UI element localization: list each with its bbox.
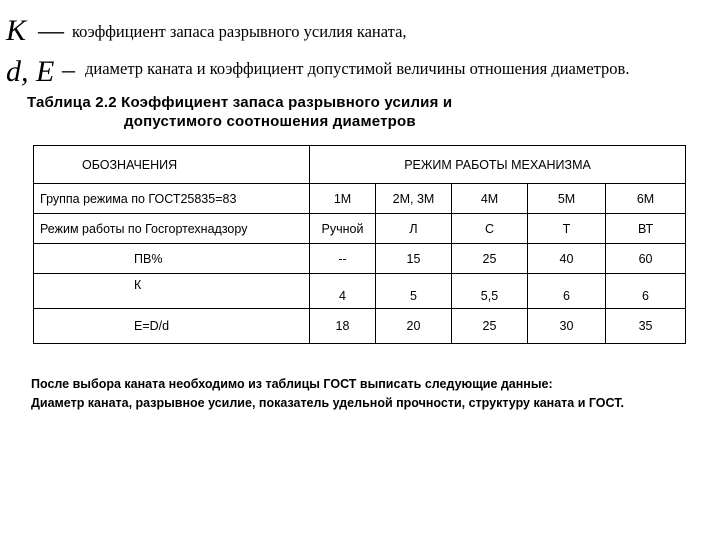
table-row	[34, 274, 686, 309]
row-label: ПВ%	[34, 244, 310, 274]
footer-line2: Диаметр каната, разрывное усилие, показатель удельной прочности, структуру каната и ГОСТ.	[31, 396, 624, 410]
table-row	[34, 184, 686, 214]
table-row	[34, 309, 686, 344]
table-cell: 4М	[452, 184, 528, 214]
table-cell: 60	[606, 244, 686, 274]
table-cell: 6	[528, 274, 606, 309]
row-label: E=D/d	[34, 309, 310, 344]
table-cell: 30	[528, 309, 606, 344]
footer-line1: После выбора каната необходимо из таблицы ГОСТ выписать следующие данные:	[31, 377, 553, 391]
de-definition: диаметр каната и коэффициент допустимой величины отношения диаметров.	[85, 59, 630, 78]
coefficient-table	[33, 145, 686, 344]
table-cell: 6	[606, 274, 686, 309]
de-dash: –	[62, 55, 75, 84]
table-title-line2: допустимого соотношения диаметров	[124, 113, 416, 130]
table-cell: 40	[528, 244, 606, 274]
table-cell: 15	[376, 244, 452, 274]
table-cell: 5	[376, 274, 452, 309]
table-cell: 5М	[528, 184, 606, 214]
row-label: Режим работы по Госгортехнадзору	[34, 214, 310, 244]
row-label: К	[34, 274, 310, 309]
table-cell: Т	[528, 214, 606, 244]
table-row	[34, 244, 686, 274]
table-cell: 20	[376, 309, 452, 344]
table-row	[34, 214, 686, 244]
header-designations: ОБОЗНАЧЕНИЯ	[34, 146, 310, 184]
table-header-row	[34, 146, 686, 184]
table-title-line1: Таблица 2.2 Коэффициент запаса разрывного усилия и	[27, 94, 453, 111]
table-cell: 25	[452, 309, 528, 344]
table-cell: --	[310, 244, 376, 274]
table-cell: 25	[452, 244, 528, 274]
table-cell: 5,5	[452, 274, 528, 309]
de-symbol: d, E	[6, 55, 55, 88]
table-cell: 18	[310, 309, 376, 344]
table-cell: 2М, 3М	[376, 184, 452, 214]
k-dash: —	[38, 16, 64, 45]
k-definition: коэффициент запаса разрывного усилия каната,	[72, 22, 407, 41]
table-cell: Л	[376, 214, 452, 244]
table-cell: ВТ	[606, 214, 686, 244]
table-cell: 4	[310, 274, 376, 309]
table-cell: С	[452, 214, 528, 244]
row-label: Группа режима по ГОСТ25835=83	[34, 184, 310, 214]
table-cell: 35	[606, 309, 686, 344]
table-cell: Ручной	[310, 214, 376, 244]
header-operating-mode: РЕЖИМ РАБОТЫ МЕХАНИЗМА	[310, 146, 686, 184]
table-cell: 1М	[310, 184, 376, 214]
k-symbol: K	[6, 14, 27, 47]
table-cell: 6М	[606, 184, 686, 214]
